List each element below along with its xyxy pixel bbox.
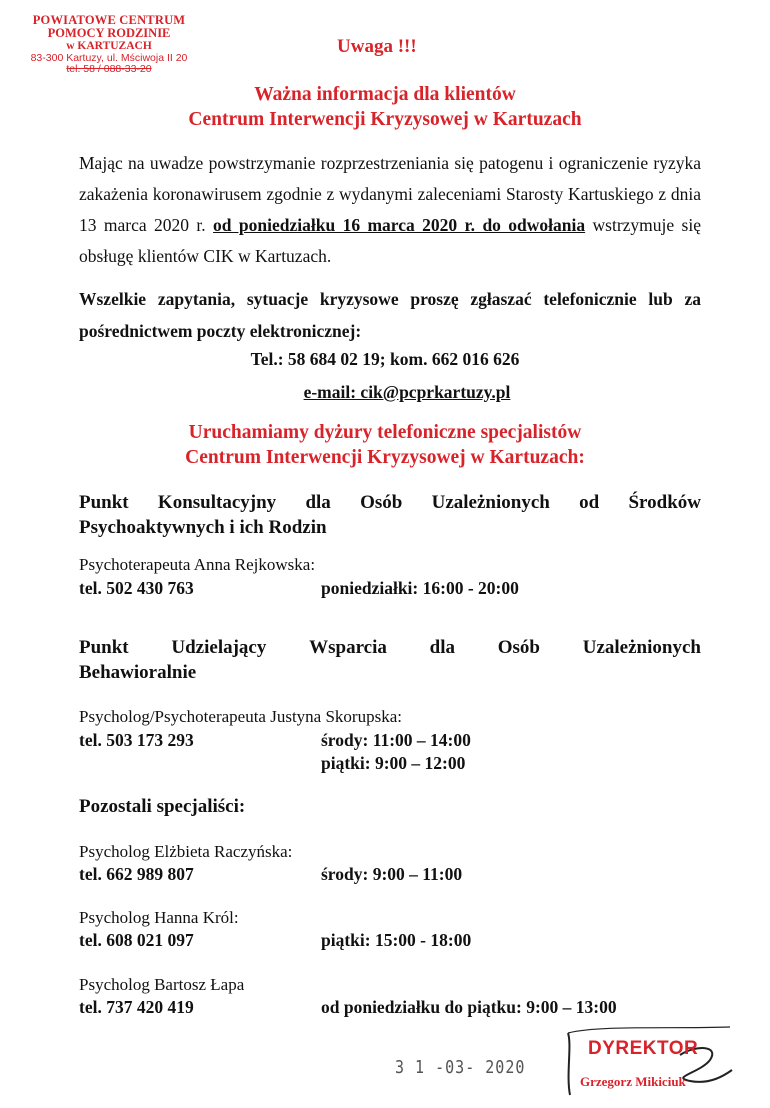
section-title-support-point	[79, 635, 701, 685]
attention-heading: Uwaga !!!	[337, 36, 417, 57]
specialist-phone: tel. 503 173 293	[79, 730, 194, 750]
suspension-period: od poniedziałku 16 marca 2020 r. do odwołania	[213, 215, 586, 235]
specialist-phone: tel. 737 420 419	[79, 997, 194, 1017]
specialist-name: Psycholog Elżbieta Raczyńska:	[79, 842, 293, 861]
handwritten-signature	[560, 1015, 740, 1105]
title-word: Wsparcia	[309, 637, 387, 658]
paragraph-text-a: Mając na uwadze powstrzymanie rozprzestrzeniania się patogenu i ograniczenie ryzyka zakażenia koronawirusem zgodnie z wydanymi zaleceniami Starosty Kartuskiego z dnia 13 marca 2020 r.	[79, 153, 701, 235]
duty-heading-line-1: Uruchamiamy dyżury telefoniczne specjalistów	[188, 422, 582, 443]
section-title-line-2: Psychoaktywnych i ich Rodzin	[79, 517, 327, 538]
notice-title	[0, 82, 770, 132]
specialist-hours: poniedziałki: 16:00 - 20:00	[321, 578, 519, 598]
title-word: Uzależnionych	[431, 492, 550, 513]
stamp-address: 83-300 Kartuzy, ul. Mściwoja II 20	[30, 52, 188, 65]
section-title-line-1	[79, 635, 701, 660]
specialist-hours: środy: 9:00 – 11:00	[321, 864, 463, 884]
specialist-name: Psycholog Hanna Król:	[79, 908, 239, 927]
duty-heading-line-2: Centrum Interwencji Kryzysowej w Kartuzach:	[185, 447, 585, 468]
phone-numbers: Tel.: 58 684 02 19; kom. 662 016 626	[250, 349, 520, 369]
specialist-phone: tel. 608 021 097	[79, 930, 194, 950]
specialist-name: Psycholog/Psychoterapeuta Justyna Skorupska:	[79, 707, 402, 726]
paragraph-text-b: wstrzymuje się obsługę klientów CIK w Kartuzach.	[79, 215, 701, 266]
title-word: Punkt	[79, 637, 129, 658]
stamp-phone: tel. 58 / 088-33-20	[66, 63, 152, 76]
section-title-other-specialists: Pozostali specjaliści:	[79, 796, 246, 817]
title-word: Konsultacyjny	[157, 492, 277, 513]
email-address: e-mail: cik@pcprkartuzy.pl	[303, 382, 511, 402]
stamp-line-3: w KARTUZACH	[66, 40, 152, 53]
notice-title-line-1: Ważna informacja dla klientów	[254, 84, 516, 105]
specialist-hours: piątki: 9:00 – 12:00	[321, 753, 466, 773]
director-name: Grzegorz Mikiciuk	[580, 1074, 686, 1089]
date-stamp: 3 1 -03- 2020	[395, 1056, 526, 1078]
specialist-phone: tel. 662 989 807	[79, 864, 194, 884]
specialist-hours: od poniedziałku do piątku: 9:00 – 13:00	[321, 997, 617, 1017]
specialist-name: Psycholog Bartosz Łapa	[79, 975, 245, 994]
section-title-line-2: Behawioralnie	[79, 662, 197, 683]
section-title-consultation-point	[79, 490, 701, 540]
stamp-line-1: POWIATOWE CENTRUM	[32, 13, 186, 27]
title-word: Osób	[497, 637, 540, 658]
director-title: DYREKTOR	[588, 1038, 699, 1059]
institution-stamp	[14, 14, 204, 75]
title-word: Punkt	[79, 492, 129, 513]
title-word: Udzielający	[171, 637, 267, 658]
title-word: dla	[429, 637, 455, 658]
title-word: Uzależnionych	[582, 637, 701, 658]
stamp-line-2: POMOCY RODZINIE	[47, 26, 171, 41]
specialist-hours: środy: 11:00 – 14:00	[321, 730, 471, 750]
section-title-line-1	[79, 490, 701, 515]
specialist-hours: piątki: 15:00 - 18:00	[321, 930, 472, 950]
notice-paragraph	[79, 148, 701, 272]
title-word: od	[579, 492, 600, 513]
title-word: Osób	[360, 492, 403, 513]
specialist-phone: tel. 502 430 763	[79, 578, 194, 598]
title-word: Środków	[628, 492, 701, 513]
title-word: dla	[305, 492, 331, 513]
specialist-name: Psychoterapeuta Anna Rejkowska:	[79, 555, 316, 574]
duty-heading	[0, 420, 770, 470]
notice-title-line-2: Centrum Interwencji Kryzysowej w Kartuzach	[188, 109, 582, 130]
contact-instructions: Wszelkie zapytania, sytuacje kryzysowe proszę zgłaszać telefonicznie lub za pośrednictwem poczty elektronicznej:	[79, 289, 701, 341]
